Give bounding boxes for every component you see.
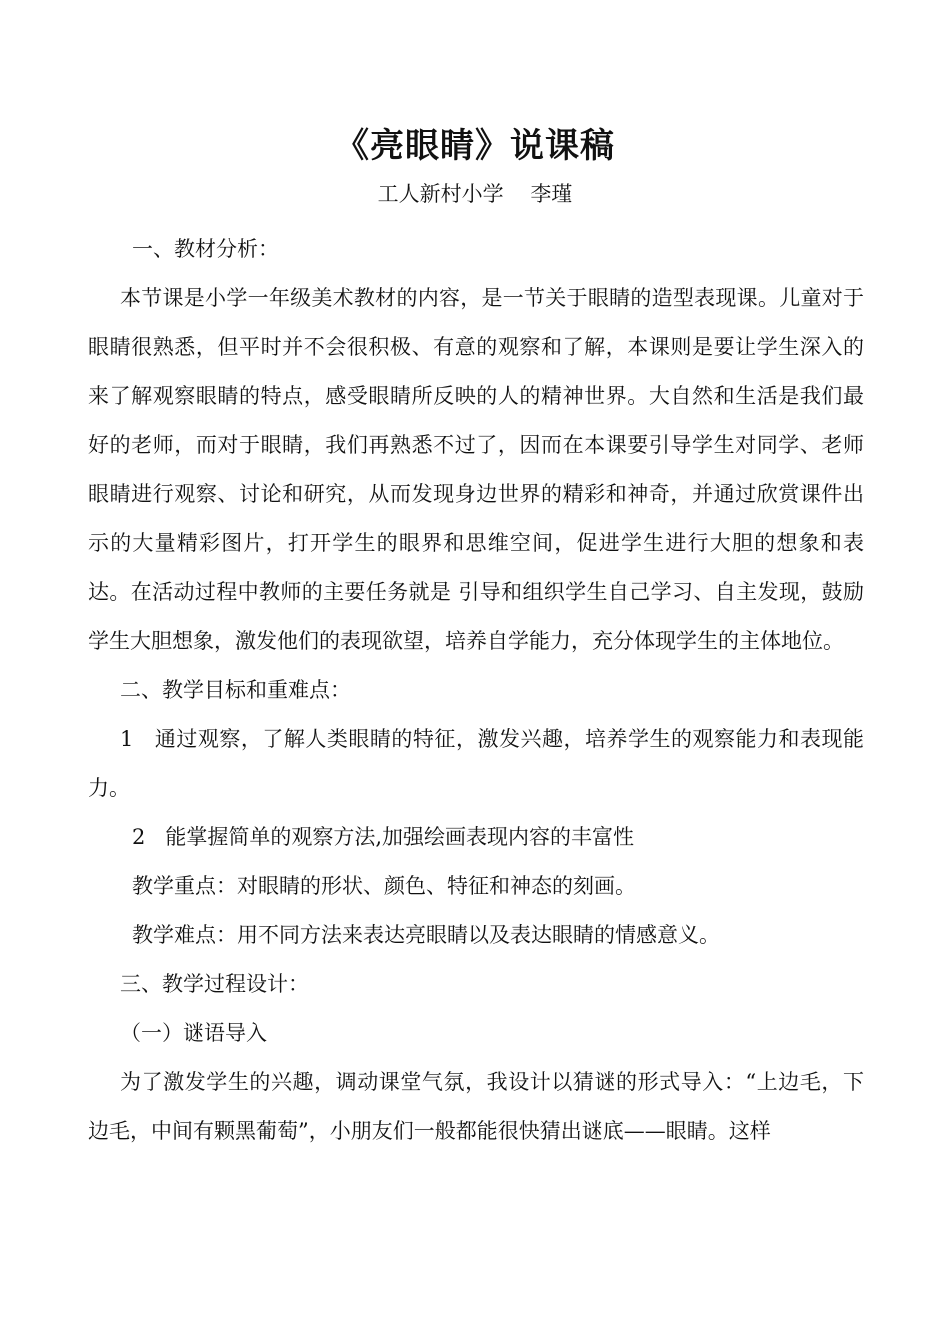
teaching-key-point: 教学重点：对眼睛的形状、颜色、特征和神态的刻画。 — [132, 874, 636, 898]
paragraph-material-analysis: 本节课是小学一年级美术教材的内容，是一节关于眼睛的造型表现课。儿童对于眼睛很熟悉，但平时并不会很积极、有意的观察和了解，本课则是要让学生深入的来了解观察眼睛的特点，感受眼睛所反映的人的精神世界。大自然和生活是我们最好的老师，而对于眼睛，我们再熟悉不过了，因而在本课要引导学生对同学、老师眼睛进行观察、讨论和研究，从而发现身边世界的精彩和神奇，并通过欣赏课件出示的大量精彩图片，打开学生的眼界和思维空间，促进学生进行大胆的想象和表达。在活动过程中教师的主要任务就是 引导和组织学生自己学习、自主发现，鼓励学生大胆想象，激发他们的表现欲望，培养自学能力，充分体现学生的主体地位。 — [88, 286, 864, 653]
teaching-difficulty: 教学难点：用不同方法来表达亮眼睛以及表达眼睛的情感意义。 — [132, 923, 720, 947]
section-heading-1: 一、教材分析： — [132, 237, 279, 261]
document-title: 《亮眼睛》说课稿 — [335, 126, 615, 166]
author-line: 工人新村小学 李瑾 — [377, 182, 573, 206]
objective-item-1: 1 通过观察，了解人类眼睛的特征，激发兴趣，培养学生的观察能力和表现能力。 — [88, 727, 864, 800]
objective-item-2: 2 能掌握简单的观察方法,加强绘画表现内容的丰富性 — [132, 825, 635, 849]
section-heading-2: 二、教学目标和重难点： — [120, 678, 351, 702]
paragraph-riddle-intro: 为了激发学生的兴趣，调动课堂气氛，我设计以猜谜的形式导入：“上边毛，下边毛，中间有颗黑葡萄”，小朋友们一般都能很快猜出谜底——眼睛。这样 — [88, 1070, 864, 1143]
document-body — [88, 225, 864, 1156]
subsection-heading-riddle: （一）谜语导入 — [120, 1021, 267, 1045]
section-heading-3: 三、教学过程设计： — [120, 972, 309, 996]
